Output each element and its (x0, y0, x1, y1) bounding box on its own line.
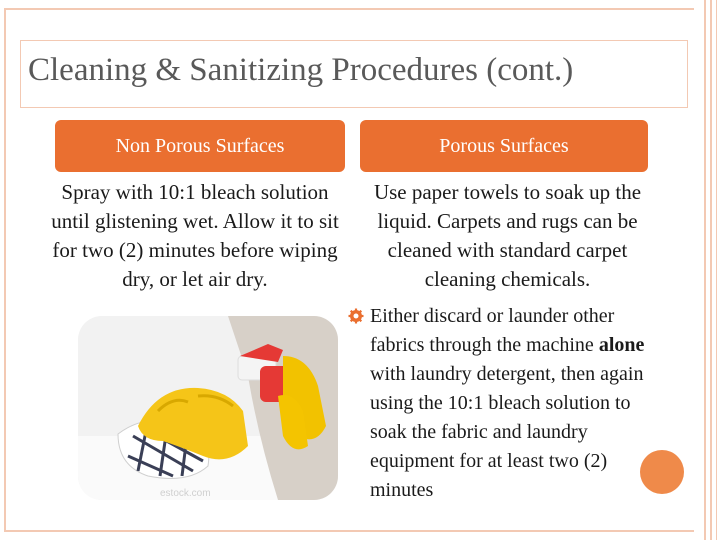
decorative-orange-circle (640, 450, 684, 494)
header-porous: Porous Surfaces (360, 120, 648, 172)
frame-right (704, 0, 706, 540)
bullet-text-bold: alone (598, 334, 645, 356)
header-non-porous: Non Porous Surfaces (55, 120, 345, 172)
gear-bullet-icon (348, 308, 364, 324)
left-body-text: Spray with 10:1 bleach solution until glistening wet. Allow it to sit for two (2) minutes before wiping dry, or let air dry. (51, 180, 339, 291)
photo-watermark: estock.com (160, 488, 211, 499)
frame-bottom (4, 530, 694, 532)
bullet-text: Either discard or launder other fabrics through the machine alone with laundry detergent, then again using the 10:1 bleach solution to soak the fabric and laundry equipment for at least two (2) minutes (370, 305, 645, 501)
frame-left (4, 8, 6, 532)
cleaning-illustration (78, 316, 338, 500)
frame-right (710, 0, 712, 540)
frame-right (716, 0, 717, 540)
cleaning-photo (78, 316, 338, 500)
frame-top (4, 8, 694, 10)
slide-title: Cleaning & Sanitizing Procedures (cont.) (28, 52, 574, 88)
right-body-text: Use paper towels to soak up the liquid. Carpets and rugs can be cleaned with standard carpet cleaning chemicals. (373, 180, 642, 291)
